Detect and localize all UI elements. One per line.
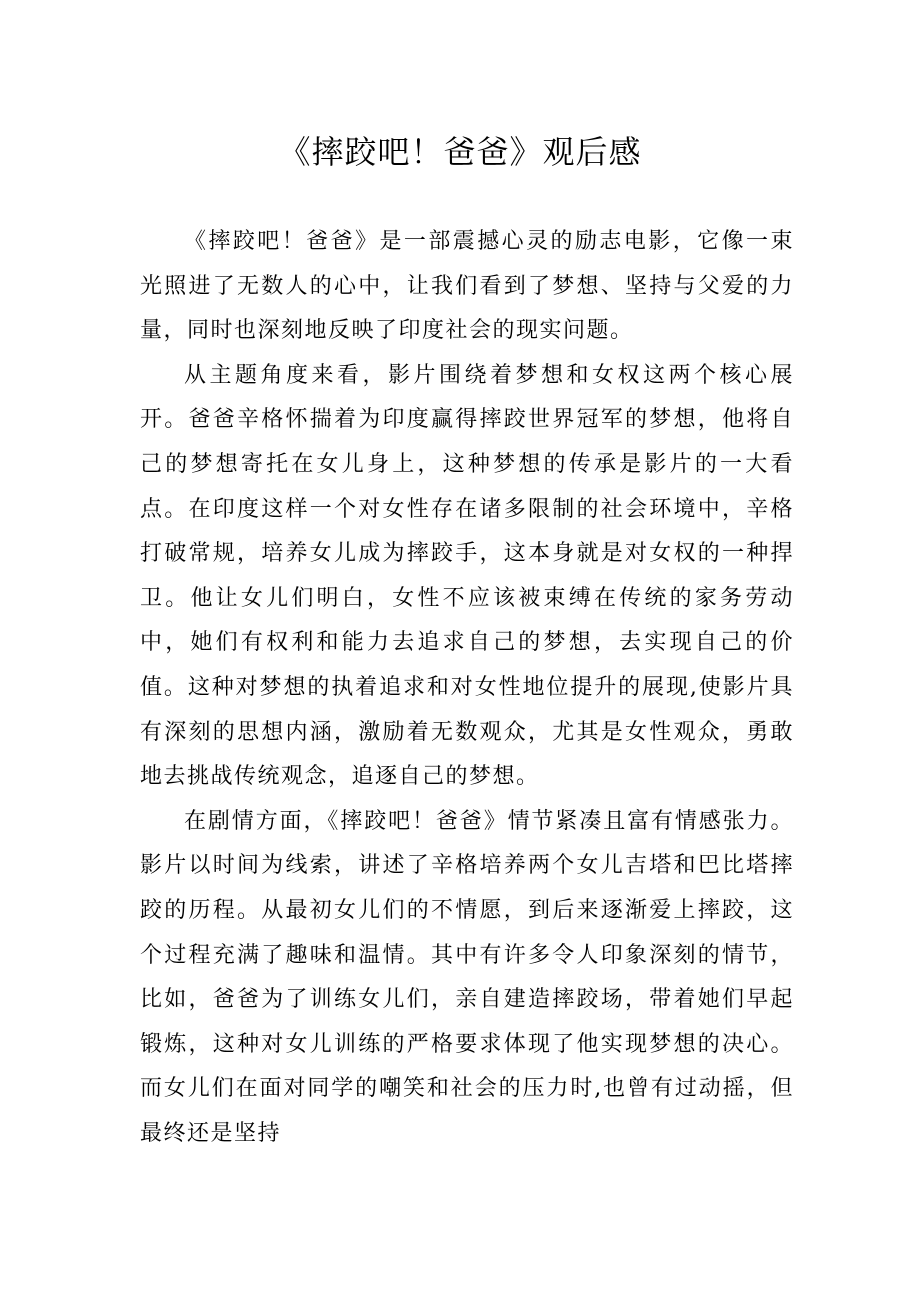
paragraph-intro: 《摔跤吧！爸爸》是一部震撼心灵的励志电影，它像一束光照进了无数人的心中，让我们看到了梦想、坚持与父爱的力量，同时也深刻地反映了印度社会的现实问题。 [140,229,794,344]
document-title: 《摔跤吧！爸爸》观后感 [278,133,642,171]
paragraph-plot: 在剧情方面，《摔跤吧！爸爸》情节紧凑且富有情感张力。影片以时间为线索，讲述了辛格培养两个女儿吉塔和巴比塔摔跤的历程。从最初女儿们的不情愿，到后来逐渐爱上摔跤，这个过程充满了趣味和温情。其中有许多令人印象深刻的情节，比如，爸爸为了训练女儿们，亲自建造摔跤场，带着她们早起锻炼，这种对女儿训练的严格要求体现了他实现梦想的决心。而女儿们在面对同学的嘲笑和社会的压力时,也曾有过动摇，但最终还是坚持 [140,808,794,1146]
document-body [140,220,794,1156]
paragraph-theme: 从主题角度来看，影片围绕着梦想和女权这两个核心展开。爸爸辛格怀揣着为印度赢得摔跤世界冠军的梦想，他将自己的梦想寄托在女儿身上，这种梦想的传承是影片的一大看点。在印度这样一个对女性存在诸多限制的社会环境中，辛格打破常规，培养女儿成为摔跤手，这本身就是对女权的一种捍卫。他让女儿们明白，女性不应该被束缚在传统的家务劳动中，她们有权利和能力去追求自己的梦想，去实现自己的价值。这种对梦想的执着追求和对女性地位提升的展现,使影片具有深刻的思想内涵，激励着无数观众，尤其是女性观众，勇敢地去挑战传统观念，追逐自己的梦想。 [140,362,794,790]
